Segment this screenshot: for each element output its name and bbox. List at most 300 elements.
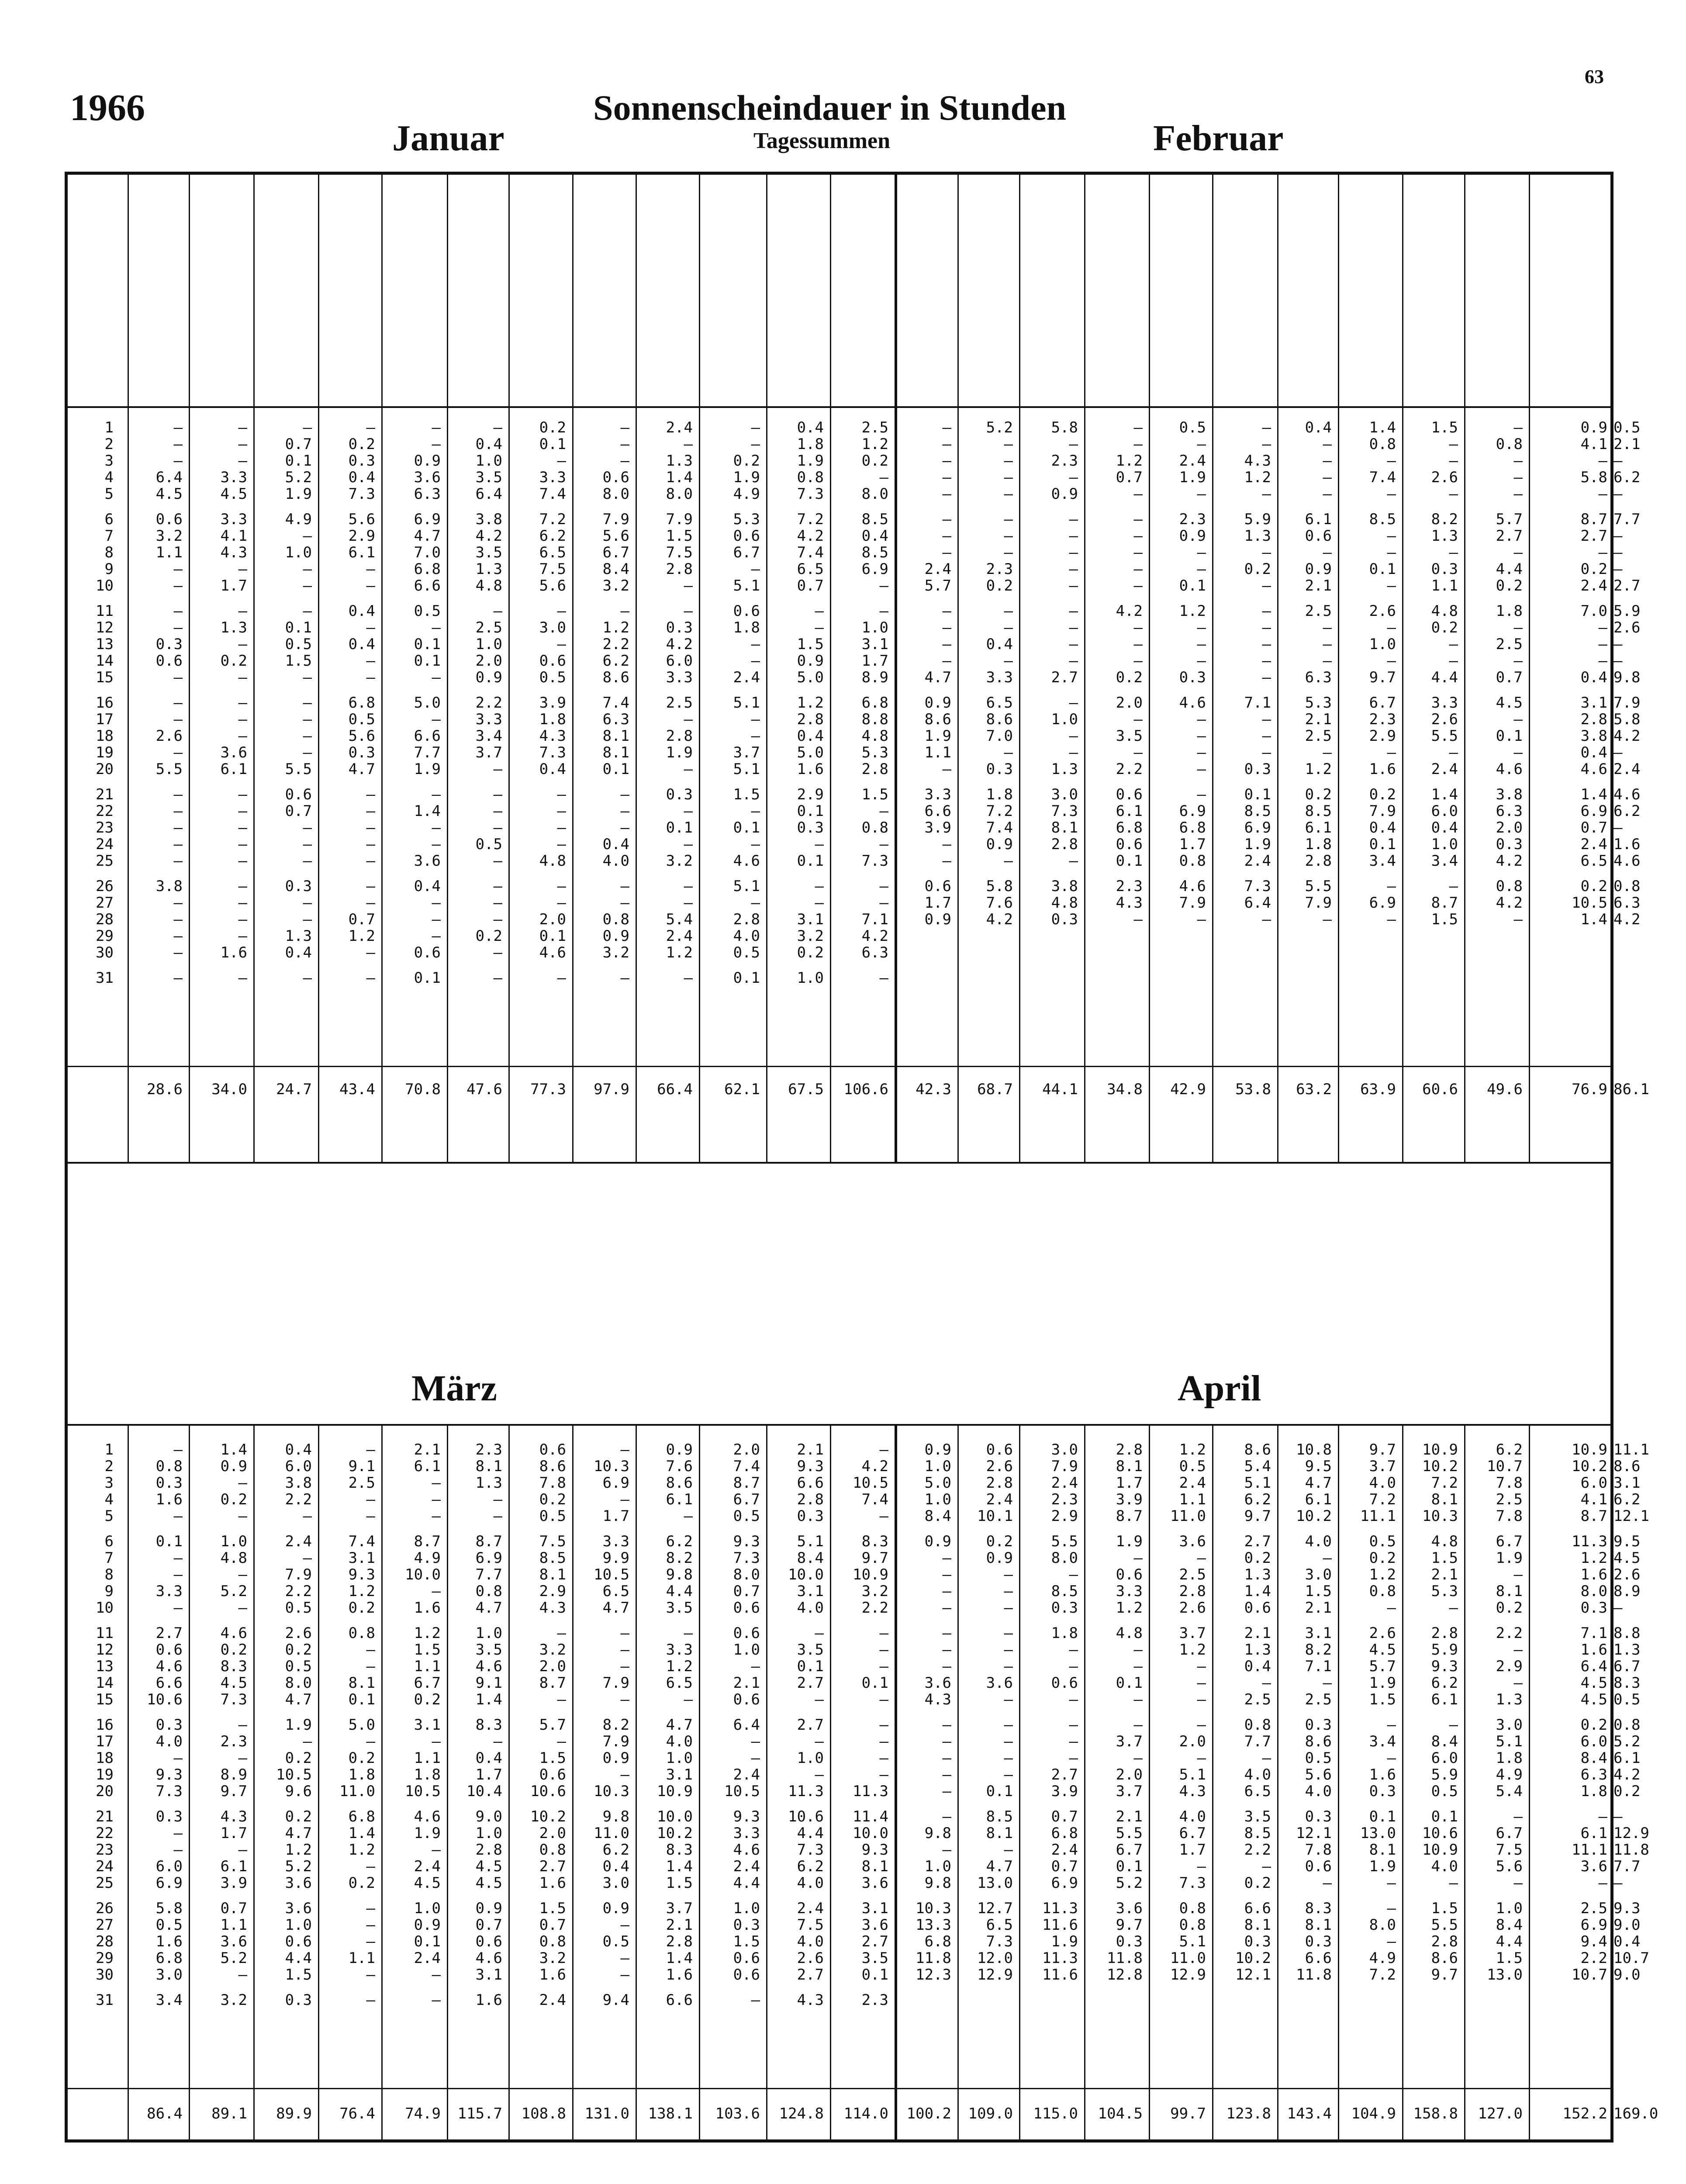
upper-day-number: 29 [96, 927, 114, 945]
upper-data-cell: – [942, 511, 951, 528]
upper-data-cell: – [751, 419, 760, 436]
lower-data-cell: 1.7 [220, 1825, 247, 1842]
upper-data-cell: 1.5 [285, 652, 312, 670]
lower-data-cell: 10.9 [853, 1566, 888, 1583]
lower-data-cell: 4.5 [475, 1858, 502, 1875]
lower-data-cell: 2.8 [666, 1933, 693, 1950]
upper-data-cell: 0.9 [1580, 419, 1607, 436]
upper-data-cell: – [1613, 527, 1623, 545]
lower-data-cell: 4.7 [475, 1599, 502, 1617]
upper-data-cell: 8.7 [1431, 894, 1458, 912]
lower-data-cell: – [238, 1474, 247, 1492]
upper-data-cell: 5.5 [1431, 727, 1458, 745]
upper-data-cell: 3.1 [797, 911, 824, 928]
upper-data-cell: – [238, 602, 247, 620]
lower-data-cell: 0.6 [733, 1966, 760, 1984]
upper-data-cell: – [557, 894, 566, 912]
lower-data-cell: 2.7 [797, 1966, 824, 1984]
lower-data-cell: – [942, 1716, 951, 1734]
upper-data-cell: 0.3 [348, 744, 375, 761]
upper-day-number: 4 [104, 469, 114, 486]
lower-data-cell: 3.6 [1116, 1900, 1143, 1917]
lower-data-cell: 6.2 [602, 1841, 629, 1859]
lower-data-cell: 7.7 [1244, 1733, 1271, 1750]
upper-data-cell: 2.9 [348, 527, 375, 545]
lower-data-cell: – [173, 1549, 183, 1567]
lower-data-cell: 0.1 [414, 1933, 441, 1950]
lower-data-cell: 0.9 [414, 1916, 441, 1934]
lower-data-cell: 8.3 [475, 1716, 502, 1734]
lower-data-cell: 4.7 [285, 1691, 312, 1708]
upper-data-cell: 9.8 [1613, 669, 1641, 686]
upper-data-cell: 8.4 [602, 560, 629, 578]
upper-data-cell: – [1449, 544, 1458, 561]
upper-data-cell: – [879, 577, 888, 594]
upper-data-cell: 0.4 [986, 636, 1013, 653]
lower-data-cell: – [1387, 1599, 1396, 1617]
lower-data-cell: 4.5 [220, 1674, 247, 1692]
lower-data-cell: 13.3 [916, 1916, 951, 1934]
lower-data-cell: 4.2 [1613, 1766, 1641, 1783]
upper-sum-cell: 34.8 [1107, 1081, 1143, 1098]
month-title-maerz: März [411, 1368, 497, 1409]
lower-data-cell: 2.3 [220, 1733, 247, 1750]
lower-data-cell: 1.0 [285, 1916, 312, 1934]
lower-data-cell: 11.8 [1613, 1841, 1649, 1859]
lower-data-cell: 3.6 [1580, 1858, 1607, 1875]
lower-data-cell: 3.3 [602, 1533, 629, 1550]
lower-data-cell: 9.3 [733, 1533, 760, 1550]
upper-data-cell: – [173, 435, 183, 453]
lower-data-cell: – [751, 1658, 760, 1675]
upper-data-cell: 6.1 [1116, 802, 1143, 820]
lower-data-cell: 6.8 [155, 1949, 183, 1967]
lower-data-cell: 2.0 [539, 1825, 566, 1842]
upper-data-cell: 1.7 [220, 577, 247, 594]
upper-data-cell: – [238, 878, 247, 895]
lower-data-cell: – [942, 1566, 951, 1583]
upper-day-number: 31 [96, 969, 114, 987]
lower-data-cell: 0.6 [285, 1933, 312, 1950]
lower-data-cell: 0.2 [348, 1874, 375, 1892]
lower-data-cell: – [1613, 1808, 1623, 1825]
upper-sum-cell: 28.6 [147, 1081, 183, 1098]
upper-data-cell: – [1513, 652, 1523, 670]
lower-data-cell: 6.0 [155, 1858, 183, 1875]
lower-data-cell: 2.4 [1051, 1841, 1078, 1859]
lower-day-number: 18 [96, 1749, 114, 1767]
upper-data-cell: – [432, 894, 441, 912]
upper-data-cell: – [1323, 485, 1332, 503]
upper-data-cell: 7.1 [1244, 694, 1271, 712]
lower-data-cell: – [879, 1691, 888, 1708]
upper-data-cell: 0.7 [1116, 469, 1143, 486]
lower-data-cell: 1.1 [1179, 1491, 1206, 1508]
lower-data-cell: 1.6 [155, 1491, 183, 1508]
lower-data-cell: 9.3 [1613, 1900, 1641, 1917]
lower-data-cell: 5.7 [1369, 1658, 1396, 1675]
lower-data-cell: 0.9 [924, 1441, 951, 1458]
lower-data-cell: 0.1 [861, 1966, 888, 1984]
upper-data-cell: 7.0 [414, 544, 441, 561]
upper-data-cell: 4.1 [220, 527, 247, 545]
lower-data-cell: 0.6 [1051, 1674, 1078, 1692]
lower-data-cell: 5.5 [1051, 1533, 1078, 1550]
month-title-februar: Februar [1153, 118, 1284, 159]
lower-data-cell: 1.2 [348, 1841, 375, 1859]
lower-data-cell: 8.9 [1613, 1583, 1641, 1600]
lower-data-cell: 1.1 [414, 1658, 441, 1675]
lower-data-cell: 0.3 [1116, 1933, 1143, 1950]
upper-data-cell: 7.9 [1369, 802, 1396, 820]
upper-data-cell: 7.9 [602, 511, 629, 528]
lower-data-cell: 3.0 [602, 1874, 629, 1892]
upper-data-cell: 0.2 [986, 577, 1013, 594]
lower-data-cell: – [815, 1624, 824, 1642]
lower-data-cell: – [1004, 1599, 1013, 1617]
lower-data-cell: 1.5 [539, 1749, 566, 1767]
upper-data-cell: – [493, 760, 502, 778]
lower-data-cell: 0.9 [986, 1549, 1013, 1567]
lower-data-cell: 5.2 [1613, 1733, 1641, 1750]
page-number: 63 [1585, 66, 1604, 87]
upper-data-cell: 5.8 [1580, 469, 1607, 486]
upper-data-cell: – [1004, 511, 1013, 528]
upper-data-cell: 0.3 [666, 619, 693, 636]
upper-data-cell: 8.9 [861, 669, 888, 686]
lower-data-cell: 5.1 [1179, 1766, 1206, 1783]
lower-data-cell: 3.2 [861, 1583, 888, 1600]
lower-data-cell: 1.3 [475, 1474, 502, 1492]
lower-data-cell: 8.6 [539, 1458, 566, 1475]
lower-data-cell: 0.3 [1244, 1933, 1271, 1950]
upper-data-cell: – [366, 577, 375, 594]
lower-data-cell: 4.8 [1431, 1533, 1458, 1550]
lower-data-cell: 2.9 [1496, 1658, 1523, 1675]
lower-data-cell: 13.0 [1360, 1825, 1396, 1842]
lower-data-cell: 6.5 [602, 1583, 629, 1600]
upper-data-cell: 8.1 [602, 744, 629, 761]
lower-data-cell: – [366, 1733, 375, 1750]
upper-data-cell: 0.2 [1580, 560, 1607, 578]
lower-data-cell: – [493, 1733, 502, 1750]
upper-data-cell: – [1598, 636, 1607, 653]
lower-data-cell: 10.6 [530, 1783, 566, 1800]
upper-data-cell: 0.7 [348, 911, 375, 928]
lower-data-cell: 0.8 [539, 1933, 566, 1950]
lower-data-cell: – [1513, 1566, 1523, 1583]
lower-data-cell: 5.4 [1244, 1458, 1271, 1475]
upper-data-cell: 5.7 [1496, 511, 1523, 528]
lower-data-cell: 1.0 [797, 1749, 824, 1767]
upper-data-cell: – [432, 669, 441, 686]
upper-data-cell: 1.5 [1431, 419, 1458, 436]
lower-data-cell: 2.5 [348, 1474, 375, 1492]
upper-data-cell: 2.7 [1496, 527, 1523, 545]
upper-data-cell: – [493, 944, 502, 961]
upper-data-cell: 7.0 [986, 727, 1013, 745]
upper-data-cell: 7.4 [986, 819, 1013, 836]
lower-data-cell: – [173, 1566, 183, 1583]
upper-data-cell: 2.6 [1369, 602, 1396, 620]
lower-day-number: 29 [96, 1949, 114, 1967]
upper-data-cell: 0.9 [924, 694, 951, 712]
lower-data-cell: – [1069, 1691, 1078, 1708]
lower-data-cell: – [942, 1624, 951, 1642]
lower-data-cell: 9.7 [1369, 1441, 1396, 1458]
lower-data-cell: 4.3 [539, 1599, 566, 1617]
lower-data-cell: 2.7 [1051, 1766, 1078, 1783]
upper-data-cell: 3.3 [666, 669, 693, 686]
upper-data-cell: – [493, 786, 502, 803]
upper-data-cell: 1.0 [1431, 836, 1458, 853]
upper-data-cell: 0.1 [602, 760, 629, 778]
lower-data-cell: – [1004, 1716, 1013, 1734]
lower-data-cell: 1.9 [414, 1825, 441, 1842]
lower-data-cell: 2.6 [1613, 1566, 1641, 1583]
upper-data-cell: 1.4 [1369, 419, 1396, 436]
lower-data-cell: – [1004, 1691, 1013, 1708]
lower-data-cell: – [366, 1441, 375, 1458]
upper-data-cell: 5.8 [1051, 419, 1078, 436]
lower-sum-cell: 109.0 [968, 2105, 1013, 2122]
section-divider-upper [65, 1162, 1613, 1164]
upper-data-cell: – [1387, 544, 1396, 561]
upper-data-cell: 4.8 [1431, 602, 1458, 620]
upper-data-cell: 1.0 [1051, 711, 1078, 728]
lower-data-cell: 6.7 [1179, 1825, 1206, 1842]
upper-data-cell: 6.1 [1305, 511, 1332, 528]
lower-data-cell: 6.5 [1244, 1783, 1271, 1800]
upper-data-cell: – [684, 802, 693, 820]
upper-data-cell: 8.1 [1051, 819, 1078, 836]
lower-sum-cell: 89.1 [211, 2105, 247, 2122]
upper-sum-cell: 97.9 [594, 1081, 629, 1098]
upper-sum-cell: 62.1 [724, 1081, 760, 1098]
lower-data-cell: 0.6 [986, 1441, 1013, 1458]
lower-data-cell: – [1004, 1733, 1013, 1750]
lower-sum-cell: 104.9 [1351, 2105, 1396, 2122]
upper-data-cell: 2.4 [1431, 760, 1458, 778]
lower-data-cell: 0.8 [155, 1458, 183, 1475]
lower-data-cell: – [684, 1507, 693, 1525]
upper-data-cell: – [1133, 711, 1143, 728]
upper-data-cell: – [942, 485, 951, 503]
upper-data-cell: 0.2 [861, 452, 888, 470]
upper-data-cell: – [493, 878, 502, 895]
upper-data-cell: – [303, 911, 312, 928]
lower-data-cell: 6.4 [733, 1716, 760, 1734]
upper-day-number: 28 [96, 911, 114, 928]
lower-data-cell: 6.9 [155, 1874, 183, 1892]
upper-sum-cell: 47.6 [466, 1081, 502, 1098]
lower-data-cell: 0.2 [986, 1533, 1013, 1550]
lower-data-cell: – [1069, 1733, 1078, 1750]
upper-data-cell: – [366, 969, 375, 987]
upper-data-cell: 0.7 [1580, 819, 1607, 836]
upper-data-cell: 3.8 [1580, 727, 1607, 745]
lower-data-cell: – [1004, 1749, 1013, 1767]
upper-data-cell: 6.7 [1369, 694, 1396, 712]
lower-data-cell: 4.2 [861, 1458, 888, 1475]
lower-data-cell: 8.7 [1116, 1507, 1143, 1525]
lower-data-cell: 1.9 [285, 1716, 312, 1734]
lower-data-cell: – [620, 1491, 629, 1508]
upper-data-cell: – [1004, 485, 1013, 503]
upper-data-cell: – [1513, 911, 1523, 928]
upper-data-cell: 0.4 [348, 469, 375, 486]
upper-data-cell: 0.3 [1496, 836, 1523, 853]
upper-data-cell: – [1197, 619, 1206, 636]
lower-data-cell: – [751, 1991, 760, 2009]
upper-data-cell: 6.8 [1179, 819, 1206, 836]
lower-data-cell: 4.6 [155, 1658, 183, 1675]
upper-data-cell: – [173, 802, 183, 820]
upper-data-cell: 2.0 [539, 911, 566, 928]
lower-data-cell: 2.3 [1051, 1491, 1078, 1508]
upper-data-cell: – [1513, 544, 1523, 561]
upper-data-cell: 2.7 [1051, 669, 1078, 686]
upper-data-cell: 4.5 [1496, 694, 1523, 712]
lower-day-number: 23 [96, 1841, 114, 1859]
upper-data-cell: 1.7 [861, 652, 888, 670]
lower-data-cell: 7.3 [797, 1841, 824, 1859]
lower-data-cell: 0.6 [733, 1949, 760, 1967]
upper-data-cell: 2.2 [475, 694, 502, 712]
lower-data-cell: 6.6 [155, 1674, 183, 1692]
upper-sum-cell: 42.3 [916, 1081, 951, 1098]
upper-data-cell: – [173, 911, 183, 928]
upper-data-cell: – [1133, 744, 1143, 761]
lower-data-cell: – [432, 1966, 441, 1984]
upper-data-cell: 0.4 [1305, 419, 1332, 436]
lower-data-cell: – [1449, 1599, 1458, 1617]
upper-data-cell: 2.0 [1116, 694, 1143, 712]
upper-data-cell: 0.1 [1179, 577, 1206, 594]
upper-data-cell: 7.5 [666, 544, 693, 561]
upper-data-cell: 0.7 [285, 435, 312, 453]
upper-data-cell: 8.5 [861, 511, 888, 528]
lower-data-cell: 3.9 [1051, 1783, 1078, 1800]
lower-data-cell: – [173, 1507, 183, 1525]
lower-data-cell: 0.8 [1613, 1716, 1641, 1734]
upper-data-cell: 0.4 [348, 636, 375, 653]
upper-data-cell: 4.7 [348, 760, 375, 778]
upper-data-cell: 6.5 [1580, 852, 1607, 870]
upper-data-cell: – [620, 602, 629, 620]
lower-data-cell: 11.1 [1360, 1507, 1396, 1525]
lower-data-cell: 9.0 [1613, 1916, 1641, 1934]
lower-sum-cell: 152.2 [1562, 2105, 1607, 2122]
lower-data-cell: 0.3 [1369, 1783, 1396, 1800]
lower-data-cell: 4.0 [797, 1599, 824, 1617]
lower-data-cell: 1.9 [1369, 1858, 1396, 1875]
upper-data-cell: – [432, 819, 441, 836]
lower-data-cell: 11.1 [1613, 1441, 1649, 1458]
lower-data-cell: 0.4 [1244, 1658, 1271, 1675]
lower-data-cell: – [620, 1658, 629, 1675]
upper-data-cell: – [1598, 485, 1607, 503]
lower-data-cell: 1.6 [155, 1933, 183, 1950]
upper-data-cell: 1.3 [475, 560, 502, 578]
lower-data-cell: – [366, 1966, 375, 1984]
lower-data-cell: 0.8 [1369, 1583, 1396, 1600]
upper-data-cell: 0.8 [797, 469, 824, 486]
lower-data-cell: 2.8 [475, 1841, 502, 1859]
lower-data-cell: – [942, 1583, 951, 1600]
lower-data-cell: – [366, 1491, 375, 1508]
lower-data-cell: 9.5 [1613, 1533, 1641, 1550]
upper-data-cell: 0.2 [1580, 878, 1607, 895]
lower-data-cell: 4.5 [1369, 1641, 1396, 1659]
lower-data-cell: – [432, 1991, 441, 2009]
lower-data-cell: 1.3 [1244, 1566, 1271, 1583]
lower-data-cell: – [1069, 1716, 1078, 1734]
upper-day-number: 19 [96, 744, 114, 761]
sum-divider-lower [65, 2088, 1613, 2089]
upper-data-cell: 4.7 [924, 669, 951, 686]
upper-data-cell: 2.6 [155, 727, 183, 745]
upper-day-number: 6 [104, 511, 114, 528]
lower-data-cell: 4.7 [986, 1858, 1013, 1875]
upper-data-cell: 5.0 [797, 744, 824, 761]
lower-data-cell: – [620, 1624, 629, 1642]
upper-data-cell: – [1323, 636, 1332, 653]
upper-data-cell: – [1613, 485, 1623, 503]
lower-data-cell: 6.6 [1244, 1900, 1271, 1917]
lower-day-number: 17 [96, 1733, 114, 1750]
upper-data-cell: 6.3 [861, 944, 888, 961]
lower-day-number: 13 [96, 1658, 114, 1675]
lower-data-cell: – [1133, 1658, 1143, 1675]
lower-data-cell: 0.1 [797, 1658, 824, 1675]
lower-data-cell: – [620, 1949, 629, 1967]
upper-data-cell: 4.2 [475, 527, 502, 545]
upper-data-cell: – [879, 878, 888, 895]
lower-data-cell: 0.3 [797, 1507, 824, 1525]
upper-data-cell: – [557, 602, 566, 620]
upper-data-cell: 4.2 [1613, 911, 1641, 928]
upper-data-cell: 8.0 [666, 485, 693, 503]
upper-data-cell: 0.1 [285, 452, 312, 470]
lower-data-cell: – [879, 1658, 888, 1675]
upper-data-cell: 4.1 [1580, 435, 1607, 453]
lower-data-cell: 3.7 [1369, 1458, 1396, 1475]
lower-data-cell: 1.9 [1496, 1549, 1523, 1567]
lower-data-cell: 1.7 [475, 1766, 502, 1783]
upper-data-cell: 1.4 [666, 469, 693, 486]
upper-data-cell: – [303, 727, 312, 745]
upper-data-cell: – [557, 836, 566, 853]
lower-data-cell: 9.8 [924, 1825, 951, 1842]
upper-data-cell: 0.1 [666, 819, 693, 836]
lower-data-cell: 6.2 [797, 1858, 824, 1875]
upper-data-cell: – [1387, 452, 1396, 470]
lower-data-cell: 9.8 [602, 1808, 629, 1825]
lower-data-cell: 1.0 [733, 1900, 760, 1917]
lower-data-cell: – [557, 1691, 566, 1708]
upper-data-cell: 6.1 [1305, 819, 1332, 836]
upper-data-cell: – [684, 894, 693, 912]
upper-data-cell: – [1513, 469, 1523, 486]
upper-data-cell: 0.9 [1051, 485, 1078, 503]
lower-data-cell: 0.9 [475, 1900, 502, 1917]
upper-data-cell: 3.8 [1496, 786, 1523, 803]
lower-data-cell: 3.6 [861, 1916, 888, 1934]
upper-day-number: 16 [96, 694, 114, 712]
upper-data-cell: 8.6 [924, 711, 951, 728]
upper-data-cell: – [1004, 652, 1013, 670]
